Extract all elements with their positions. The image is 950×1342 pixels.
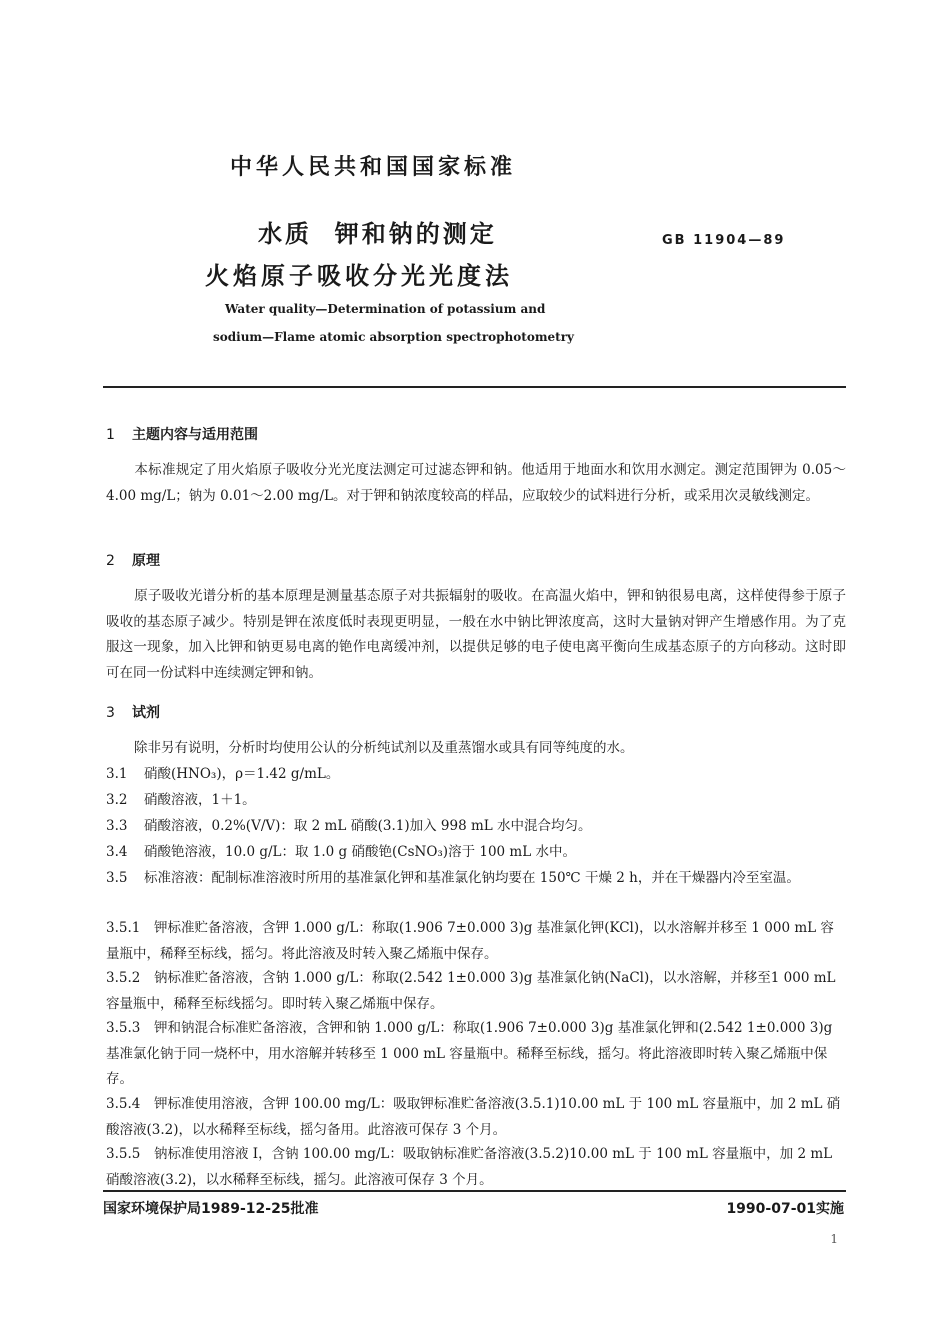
reagent-item-text: 硝酸(HNO₃)，ρ＝1.42 g/mL。 [144,766,340,782]
reagent-item-number: 3.5.3 [106,1020,141,1036]
section-1-text: 本标准规定了用火焰原子吸收分光光度法测定可过滤态钾和钠。他适用于地面水和饮用水测定。测定范围钾为 0.05～4.00 mg/L；钠为 0.01～2.00 mg/L。对于钾和钠浓度较高的样品，应取较少的试料进行分析，或采用次灵敏线测定。 [106,462,846,504]
section-3-number: 3 [106,705,115,721]
reagent-item [106,866,846,892]
reagent-item [106,762,846,788]
title-english-line1: Water quality—Determination of potassium and [225,302,546,316]
reagent-item-text: 钠标准使用溶液 I，含钠 100.00 mg/L：吸取钠标准贮备溶液(3.5.2)10.00 mL 于 100 mL 容量瓶中，加 2 mL 硝酸溶液(3.2)，以水稀释至标线，摇匀。此溶液可保存 3 个月。 [106,1146,833,1188]
reagent-item-text: 硝酸铯溶液，10.0 g/L：取 1.0 g 硝酸铯(CsNO₃)溶于 100 mL 水中。 [144,844,576,860]
section-2-heading [106,550,160,570]
reagent-item [106,814,846,840]
section-1-title: 主题内容与适用范围 [132,427,258,443]
standard-type-header: 中华人民共和国国家标准 [230,155,517,180]
reagent-item [106,916,846,967]
section-3-intro [106,736,846,762]
reagent-item-number: 3.2 [106,792,128,808]
reagent-item-text: 钾标准贮备溶液，含钾 1.000 g/L：称取(1.906 7±0.000 3)g 基准氯化钾(KCl)，以水溶解并移至 1 000 mL 容量瓶中，稀释至标线，摇匀。将此溶液及时转入聚乙烯瓶中保存。 [106,920,834,962]
footer-divider [103,1190,846,1192]
section-2-text: 原子吸收光谱分析的基本原理是测量基态原子对共振辐射的吸收。在高温火焰中，钾和钠很易电离，这样使得参于原子吸收的基态原子减少。特别是钾在浓度低时表现更明显，一般在水中钠比钾浓度高，这时大量钠对钾产生增感作用。为了克服这一现象，加入比钾和钠更易电离的铯作电离缓冲剂，以提供足够的电子使电离平衡向生成基态原子的方向移动。这时即可在同一份试料中连续测定钾和钠。 [106,588,846,681]
section-1-heading [106,424,258,444]
section-3-title: 试剂 [132,705,160,721]
reagent-item-text: 钠标准贮备溶液，含钠 1.000 g/L：称取(2.542 1±0.000 3)g 基准氯化钠(NaCl)，以水溶解，并移至1 000 mL容量瓶中，稀释至标线摇匀。即时转入聚乙烯瓶中保存。 [106,970,836,1012]
reagent-item [106,788,846,814]
standard-number: GB 11904—89 [662,233,786,248]
reagent-item-number: 3.4 [106,844,128,860]
section-2-title: 原理 [132,553,160,569]
reagent-item [106,840,846,866]
approval-date: 国家环境保护局1989-12-25批准 [103,1201,319,1217]
section-1-paragraph [106,458,846,509]
reagent-item-text: 硝酸溶液，0.2%(V/V)：取 2 mL 硝酸(3.1)加入 998 mL 水中混合均匀。 [144,818,592,834]
header-divider [103,386,846,388]
reagent-item-text: 钾标准使用溶液，含钾 100.00 mg/L：吸取钾标准贮备溶液(3.5.1)10.00 mL 于 100 mL 容量瓶中，加 2 mL 硝酸溶液(3.2)，以水稀释至标线，摇匀备用。此溶液可保存 3 个月。 [106,1096,841,1138]
reagent-item [106,1142,846,1193]
section-3-intro-text: 除非另有说明，分析时均使用公认的分析纯试剂以及重蒸馏水或具有同等纯度的水。 [134,740,634,756]
reagent-item-number: 3.5.1 [106,920,141,936]
section-3-heading [106,702,160,722]
reagent-item-text: 标准溶液：配制标准溶液时所用的基准氯化钾和基准氯化钠均要在 150℃ 干燥 2 h，并在干燥器内冷至室温。 [144,870,800,886]
reagent-item-number: 3.5 [106,870,128,886]
reagent-item [106,1016,846,1093]
reagent-item [106,1092,846,1143]
reagent-item-number: 3.5.4 [106,1096,141,1112]
reagent-item-text: 硝酸溶液，1＋1。 [144,792,256,808]
section-2-number: 2 [106,553,115,569]
reagent-item-text: 钾和钠混合标准贮备溶液，含钾和钠 1.000 g/L：称取(1.906 7±0.000 3)g 基准氯化钾和(2.542 1±0.000 3)g 基准氯化钠于同一烧杯中，用水溶解并转移至 1 000 mL 容量瓶中。稀释至标线，摇匀。将此溶液即时转入聚乙烯瓶中保存。 [106,1020,833,1087]
effective-date: 1990-07-01实施 [726,1201,844,1217]
reagent-item [106,966,846,1017]
title-english-line2: sodium—Flame atomic absorption spectrophotometry [213,330,574,344]
section-1-number: 1 [106,427,115,443]
page-number: 1 [830,1232,838,1246]
section-2-paragraph [106,584,846,686]
title-chinese-line1: 水质 钾和钠的测定 [258,220,497,248]
reagent-item-number: 3.5.5 [106,1146,141,1162]
reagent-item-number: 3.1 [106,766,128,782]
reagent-item-number: 3.3 [106,818,128,834]
reagent-item-number: 3.5.2 [106,970,141,986]
title-chinese-line2: 火焰原子吸收分光光度法 [205,262,513,290]
